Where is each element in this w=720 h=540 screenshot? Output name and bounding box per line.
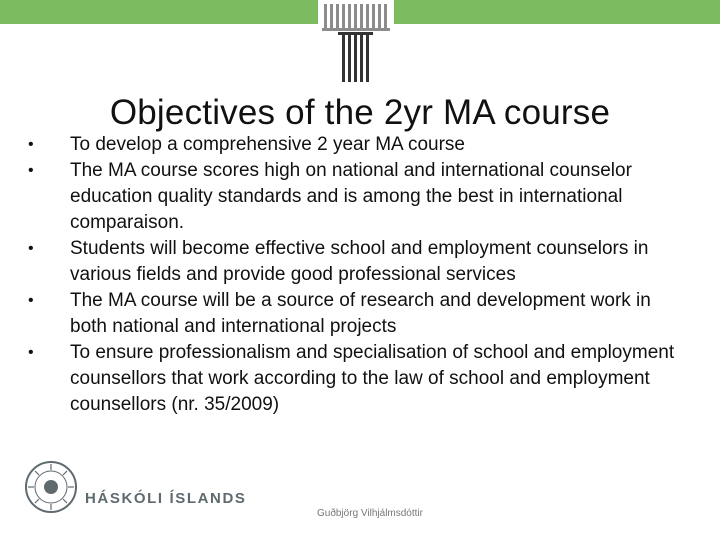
bullet-marker: • xyxy=(28,344,34,361)
list-item xyxy=(28,158,688,236)
footer-author: Guðbjörg Vilhjálmsdóttir xyxy=(317,508,423,519)
bullet-marker: • xyxy=(28,136,34,153)
university-seal-icon xyxy=(24,460,78,514)
pillar-logo-icon xyxy=(318,0,394,86)
slide-title: Objectives of the 2yr MA course xyxy=(109,93,611,133)
list-item xyxy=(28,236,688,288)
list-item xyxy=(28,340,688,418)
bullet-marker: • xyxy=(28,240,34,257)
objectives-list xyxy=(28,132,688,418)
bullet-marker: • xyxy=(28,292,34,309)
list-item-text: To ensure professionalism and specialisation of school and employment counsellors that work according to the law of school and employment counsellors (nr. 35/2009) xyxy=(70,342,675,415)
list-item-text: To develop a comprehensive 2 year MA course xyxy=(70,134,465,155)
list-item xyxy=(28,132,688,158)
bullet-marker: • xyxy=(28,162,34,179)
list-item-text: Students will become effective school and employment counselors in various fields and provide good professional services xyxy=(70,238,649,285)
university-name: HÁSKÓLI ÍSLANDS xyxy=(85,490,247,507)
list-item-text: The MA course will be a source of research and development work in both national and international projects xyxy=(70,290,651,337)
list-item-text: The MA course scores high on national and international counselor education quality standards and is among the best in international comparaison. xyxy=(70,160,632,233)
list-item xyxy=(28,288,688,340)
